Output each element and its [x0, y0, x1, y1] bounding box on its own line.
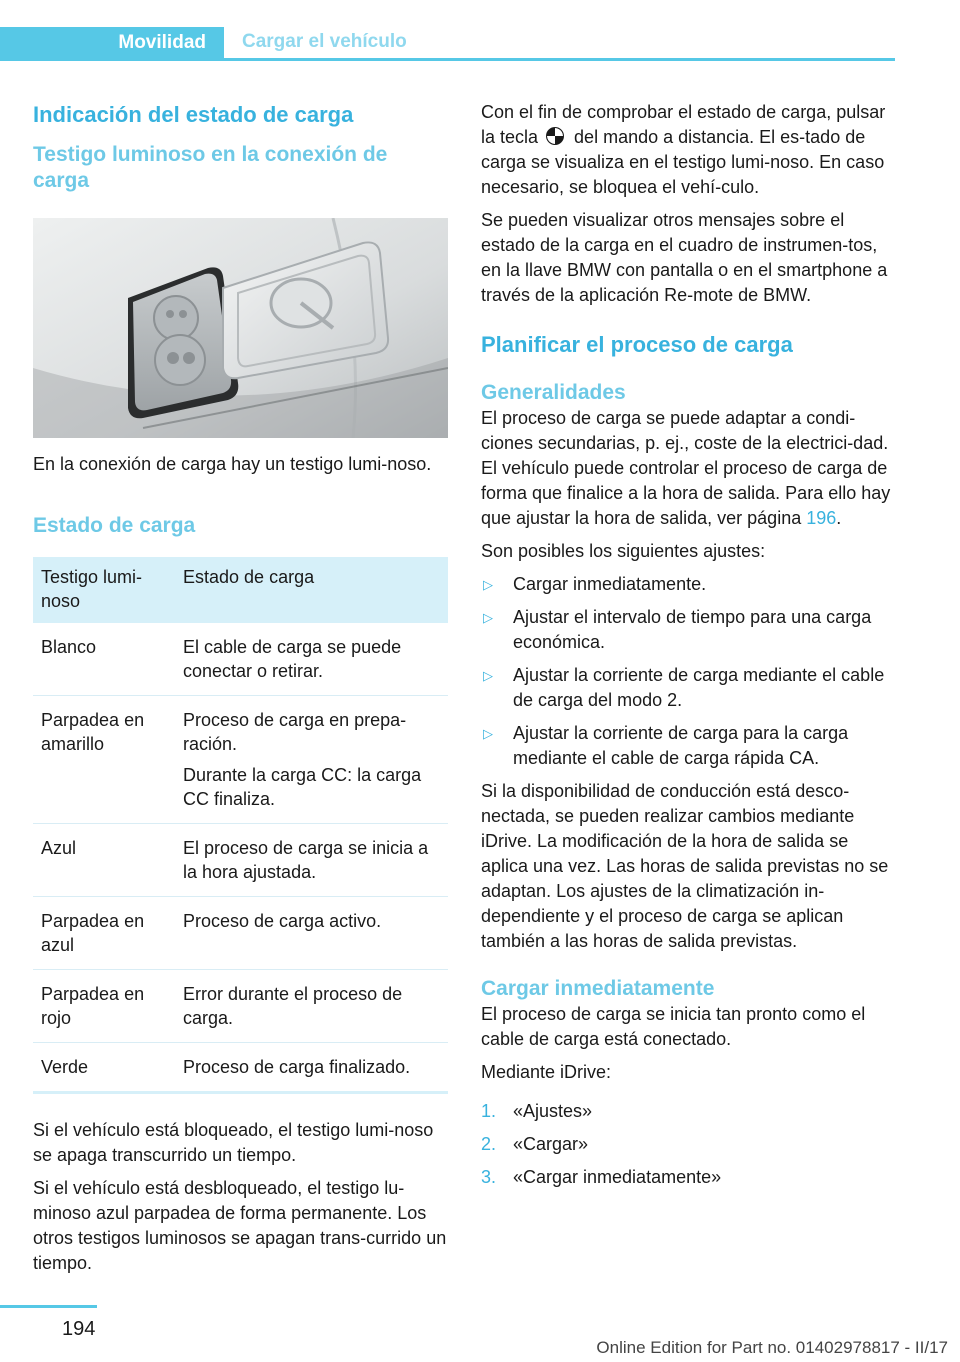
general-title: Generalidades: [481, 381, 626, 404]
list-item-text: Ajustar la corriente de carga para la carga mediante el cable de carga rápida CA.: [513, 723, 849, 768]
list-item-text: Ajustar el intervalo de tiempo para una carga económica.: [513, 607, 872, 652]
charging-port-light-title: Testigo luminoso en la conexión de carga: [33, 143, 388, 192]
table-row: [33, 1043, 448, 1093]
settings-list: [481, 572, 895, 771]
page-reference-link[interactable]: 196: [806, 508, 837, 528]
list-item: [481, 572, 895, 597]
locked-paragraph: Si el vehículo está bloqueado, el testigo lumi-noso se apaga transcurrido un tiempo.: [33, 1120, 434, 1165]
charging-port-photo: [33, 218, 448, 438]
list-item: [481, 605, 895, 655]
table-header-row: [33, 557, 448, 623]
state-extra-text: Durante la carga CC: la carga CC finaliza.: [183, 765, 422, 809]
left-column: [33, 100, 448, 1276]
table-row: [33, 897, 448, 970]
table-row: [33, 623, 448, 696]
column-header-light: Testigo lumi-noso: [33, 557, 175, 623]
state-cell: El proceso de carga se inicia a la hora ajustada.: [175, 824, 448, 897]
light-cell: Parpadea en azul: [33, 897, 175, 970]
unlocked-paragraph: Si el vehículo está desbloqueado, el testigo lu-minoso azul parpadea de forma permanente. Los otros testigos luminosos se apagan trans-currido un tiempo.: [33, 1178, 447, 1273]
settings-intro: Son posibles los siguientes ajustes:: [481, 541, 766, 561]
edition-note: Online Edition for Part no. 01402978817 - II/17: [596, 1338, 948, 1357]
chapter-tab[interactable]: [0, 27, 224, 61]
right-column: [481, 100, 895, 1198]
chapter-label: Movilidad: [118, 32, 206, 53]
idrive-intro: Mediante iDrive:: [481, 1062, 612, 1082]
state-cell: Proceso de carga activo.: [175, 897, 448, 970]
general-text: El proceso de carga se puede adaptar a condi-ciones secundarias, p. ej., coste de la electrici-dad. El vehículo puede controlar el proceso de carga de forma que finalice a la hora de salida. Para ello hay que ajustar la hora de salida, ver página: [481, 408, 891, 528]
list-item: [481, 1132, 895, 1157]
plan-title: Planificar el proceso de carga: [481, 332, 793, 357]
photo-caption: En la conexión de carga hay un testigo lumi-noso.: [33, 454, 432, 474]
state-cell: [175, 696, 448, 824]
section-title: Indicación del estado de carga: [33, 102, 354, 127]
triangle-bullet-icon: ▷: [483, 668, 493, 683]
messages-paragraph: Se pueden visualizar otros mensajes sobre el estado de la carga en el cuadro de instrumen-tos, en la llave BMW con pantalla o en el smartphone a través de la aplicación Re-mote de BMW.: [481, 210, 888, 305]
status-table: [33, 557, 448, 1094]
page-number: 194: [62, 1318, 96, 1340]
list-item-text: Ajustar la corriente de carga mediante el cable de carga del modo 2.: [513, 665, 885, 710]
light-cell: Blanco: [33, 623, 175, 696]
light-cell: Verde: [33, 1043, 175, 1093]
list-item: [481, 1165, 895, 1190]
table-row: [33, 696, 448, 824]
status-heading: Estado de carga: [33, 514, 196, 537]
state-cell: Proceso de carga finalizado.: [175, 1043, 448, 1093]
immediate-paragraph: El proceso de carga se inicia tan pronto como el cable de carga está conectado.: [481, 1004, 866, 1049]
list-item: [481, 663, 895, 713]
page-reference-punctuation: .: [836, 508, 842, 528]
state-cell: El cable de carga se puede conectar o retirar.: [175, 623, 448, 696]
column-header-state: Estado de carga: [175, 557, 448, 623]
triangle-bullet-icon: ▷: [483, 610, 493, 625]
idrive-steps: [481, 1099, 895, 1190]
immediate-title: Cargar inmediatamente: [481, 977, 715, 1000]
light-cell: Azul: [33, 824, 175, 897]
step-number: 1.: [481, 1101, 497, 1121]
list-item: [481, 721, 895, 771]
step-number: 2.: [481, 1134, 497, 1154]
check-status-paragraph: [481, 100, 895, 200]
list-item: [481, 1099, 895, 1124]
state-text: Proceso de carga en prepa-ración.: [183, 710, 407, 754]
availability-paragraph: Si la disponibilidad de conducción está desco-nectada, se pueden realizar cambios mediante iDrive. La modificación de la hora de salida se aplica una vez. Las horas de salida previstas no se adaptan. Los ajustes de la climatización in-dependiente y el proceso de carga se aplican también a las horas de salida previstas.: [481, 781, 889, 951]
section-tab[interactable]: Cargar el vehículo: [242, 31, 407, 52]
check-status-text-a: Con el fin de comprobar el estado de carga, pulsar la tecla: [481, 102, 886, 147]
step-text: «Ajustes»: [513, 1101, 593, 1121]
bmw-remote-button-icon: [546, 127, 564, 145]
header-rule: [0, 58, 895, 61]
list-item-text: Cargar inmediatamente.: [513, 574, 707, 594]
triangle-bullet-icon: ▷: [483, 726, 493, 741]
check-status-text-b: del mando a distancia. El es-tado de carga se visualiza en el testigo lumi-noso. En caso necesario, se bloquea el vehí-culo.: [481, 127, 885, 197]
general-paragraph: [481, 406, 895, 531]
light-cell: Parpadea en rojo: [33, 970, 175, 1043]
light-cell: Parpadea en amarillo: [33, 696, 175, 824]
state-cell: Error durante el proceso de carga.: [175, 970, 448, 1043]
footer-rule: [0, 1305, 97, 1308]
table-row: [33, 824, 448, 897]
table-row: [33, 970, 448, 1043]
step-text: «Cargar»: [513, 1134, 589, 1154]
triangle-bullet-icon: ▷: [483, 577, 493, 592]
step-text: «Cargar inmediatamente»: [513, 1167, 722, 1187]
step-number: 3.: [481, 1167, 497, 1187]
